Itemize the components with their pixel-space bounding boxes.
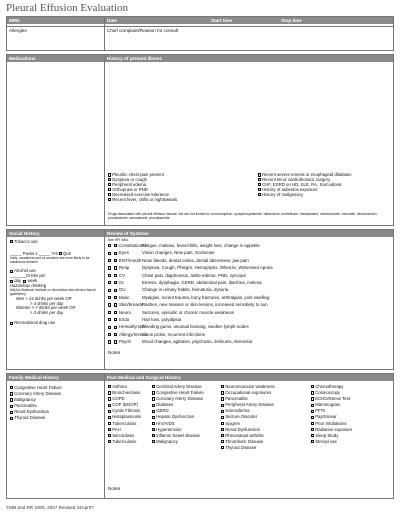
see-hpi-checkbox[interactable] <box>108 266 111 269</box>
ros-system: Eyes <box>119 250 129 256</box>
ros-description: Sinus probs, recurrent infections <box>142 331 205 337</box>
ros-description: Change in urinary habits, hematuria, dysuria <box>142 287 229 293</box>
allergies-cell[interactable] <box>6 26 105 51</box>
pmh-item[interactable]: ECHO/Stress Test <box>311 396 352 402</box>
ros-row[interactable] <box>108 338 252 345</box>
pmh-item[interactable]: Congestive Heart Failure <box>152 390 204 396</box>
see-hpi-checkbox[interactable] <box>108 274 111 277</box>
ros-row[interactable] <box>108 242 260 249</box>
pmh-item[interactable]: COPD <box>108 396 141 402</box>
pmh-item[interactable]: Malignancy <box>152 439 204 445</box>
pmh-item[interactable]: Rheumatoid arthritis <box>221 433 275 439</box>
wnl-checkbox[interactable] <box>114 311 117 314</box>
men-limit: Men > 14 drinks per week OR <box>16 295 72 301</box>
ros-system: Psych <box>119 339 131 345</box>
pmh-item[interactable]: GERD <box>152 408 204 414</box>
wnl-checkbox[interactable] <box>114 274 117 277</box>
pmh-item[interactable]: Steroid use <box>311 439 352 445</box>
alcohol-use[interactable]: Alcohol use <box>10 269 104 274</box>
women-limit-2: > 3 drinks per day <box>30 310 64 316</box>
ros-row[interactable] <box>108 331 205 338</box>
ros-notes-label: Notes <box>108 350 121 355</box>
hpi-item[interactable]: Peripheral edema <box>108 183 177 188</box>
ros-description: Nose bleeds, dental caries, dental abscesses, jaw pain <box>142 257 249 263</box>
ros-row[interactable] <box>108 279 262 286</box>
stop-time-label: Stop time <box>281 18 302 23</box>
hpi-item[interactable]: Dyspnea or cough <box>108 178 177 183</box>
ros-row[interactable] <box>108 301 268 308</box>
chief-complaint-label: Chief complaint/Reason for consult <box>107 28 179 33</box>
ros-description: Emesis, dysphagia, GERD, abdominal pain, diarrhea, melena <box>142 280 262 285</box>
hpi-item[interactable]: Recent severe emesis or esophageal dilatation <box>258 173 352 178</box>
hpi-item[interactable]: Decreased exercise tolerance <box>108 193 177 198</box>
ros-row[interactable] <box>108 249 214 256</box>
ros-description: Hair loss, polydipsia <box>142 317 182 322</box>
pmh-item[interactable]: Scleroderma <box>221 408 275 414</box>
wnl-checkbox[interactable] <box>114 266 117 269</box>
ros-row[interactable] <box>108 257 249 264</box>
wnl-checkbox[interactable] <box>114 333 117 336</box>
see-hpi-checkbox[interactable] <box>108 333 111 336</box>
pmh-item[interactable]: Seizure Disorder <box>221 414 275 420</box>
pmh-item[interactable]: HIV/AIDS <box>152 421 204 427</box>
see-hpi-checkbox[interactable] <box>108 296 111 299</box>
social-header: Social History <box>7 230 104 237</box>
family-header: Family Medical History <box>7 374 104 381</box>
ros-system: Neuro <box>119 309 131 315</box>
pmh-item[interactable]: PFTs <box>311 408 352 414</box>
tobacco-use[interactable]: Tobacco use <box>10 240 104 245</box>
see-hpi-checkbox[interactable] <box>108 289 111 292</box>
pmh-item[interactable]: Cerebral Artery Disease <box>152 384 204 390</box>
ros-row[interactable] <box>108 294 269 301</box>
ros-row[interactable] <box>108 323 249 330</box>
pmh-cell <box>104 373 394 499</box>
ros-system: Hemat/lymph <box>119 324 145 330</box>
ros-row[interactable] <box>108 316 181 323</box>
see-hpi-checkbox[interactable] <box>108 259 111 262</box>
ros-legend: See HPI WNL <box>108 238 129 242</box>
ros-row[interactable] <box>108 264 273 271</box>
start-time-label: Start time <box>211 18 233 23</box>
pmh-item[interactable]: Tuberculosis <box>108 439 141 445</box>
wnl-checkbox[interactable] <box>114 303 117 306</box>
pmh-item[interactable]: Occupational exposures <box>221 390 275 396</box>
ros-system: Musc <box>119 294 130 300</box>
date-header <box>105 17 393 24</box>
pmh-item[interactable]: Diabetes <box>152 402 204 408</box>
pmh-item[interactable]: Pap/Smear <box>311 414 352 420</box>
ros-system: GU <box>119 287 126 293</box>
family-item[interactable]: Thyroid Disease <box>10 415 62 421</box>
wnl-checkbox[interactable] <box>114 296 117 299</box>
see-hpi-checkbox[interactable] <box>108 244 111 247</box>
hpi-item[interactable]: Recent MI or cardiothoracic surgery <box>258 178 352 183</box>
pmh-item[interactable]: Renal Dysfunction <box>221 427 275 433</box>
ros-description: Dyspnea, Cough, Phlegm, Hemoptysis, Wheeze, Witnessed Apnea <box>142 265 273 271</box>
pmh-item[interactable]: Pancreatitis <box>221 396 275 402</box>
see-hpi-checkbox[interactable] <box>108 311 111 314</box>
pmh-item[interactable]: Histoplasmosis <box>108 414 141 420</box>
see-hpi-checkbox[interactable] <box>108 281 111 284</box>
pmh-col-4 <box>311 384 352 445</box>
mrn-header: MRN <box>7 17 104 24</box>
ros-system: Skin/breasts <box>119 302 144 308</box>
wnl-checkbox[interactable] <box>114 281 117 284</box>
pmh-item[interactable]: Radiation exposure <box>311 427 352 433</box>
social-history-cell <box>6 229 105 370</box>
pmh-item[interactable]: Asthma <box>108 384 141 390</box>
hpi-item[interactable]: CHF, ESRD on HD, SLE, RA, Sarcoidosis <box>258 183 352 188</box>
hpi-item[interactable]: Recent fever, chills or nightsweats <box>108 198 177 203</box>
ros-cell <box>104 229 394 370</box>
family-list <box>10 385 62 422</box>
wnl-checkbox[interactable] <box>114 252 117 255</box>
form-title: Pleural Effusion Evaluation <box>6 2 128 14</box>
allergies-label: Allergies <box>9 28 27 33</box>
pmh-item[interactable]: Hypertension <box>152 427 204 433</box>
ros-system: ENT/mouth <box>119 257 142 263</box>
pmh-item[interactable]: Neuromuscular weakness <box>221 384 275 390</box>
see-hpi-checkbox[interactable] <box>108 252 111 255</box>
men-limit-2: > 4 drinks per day <box>30 300 64 306</box>
pmh-item[interactable]: Sleep Study <box>311 433 352 439</box>
wnl-checkbox[interactable] <box>114 326 117 329</box>
pmh-item[interactable]: Peripheral Artery Disease <box>221 402 275 408</box>
ros-system: GI <box>119 280 124 285</box>
date-label: Date <box>107 18 117 23</box>
ros-description: Bleeding gums, unusual bruising, swollen lymph nodes <box>142 324 249 330</box>
ros-description: Fatigue, malaise, fever/chills, weight loss, change in appetite <box>142 243 260 248</box>
pmh-col-3 <box>221 384 275 451</box>
wnl-checkbox[interactable] <box>114 259 117 262</box>
ros-row[interactable] <box>108 309 234 316</box>
pmh-item[interactable]: Sarcoidosis <box>108 433 141 439</box>
pmh-item[interactable]: Cystic Fibrosis <box>108 408 141 414</box>
pmh-item[interactable]: Colonoscopy <box>311 390 352 396</box>
see-hpi-checkbox[interactable] <box>108 318 111 321</box>
ros-header: Review of Systems <box>105 230 393 237</box>
drink-frequency[interactable]: day week <box>10 279 104 284</box>
family-item[interactable]: Pancreatitis <box>10 403 62 409</box>
hpi-cell[interactable] <box>104 54 394 226</box>
hpi-right-list <box>258 173 352 198</box>
hpi-header: History of present illness <box>105 55 393 62</box>
family-item[interactable]: Congestive Heart Failure <box>10 385 62 391</box>
pmh-item[interactable]: Tuberculosis <box>108 421 141 427</box>
pmh-item[interactable]: Thrombotic Disease <box>221 439 275 445</box>
ros-description: Chest pain, diaphoresis, ankle edema, PND, syncope <box>142 272 246 278</box>
pmh-item[interactable]: Mammogram <box>311 402 352 408</box>
hpi-item[interactable]: Pleuritic chest pain present <box>108 173 177 178</box>
ros-description: Rashes, new masses or skin lesions, increased sensitivity to sun <box>142 302 268 308</box>
pmh-item[interactable]: PAH <box>108 427 141 433</box>
see-hpi-checkbox[interactable] <box>108 340 111 343</box>
pmh-item[interactable]: Coronary Artery Disease <box>152 396 204 402</box>
drinks-per[interactable]: _______Drinks per <box>10 273 46 279</box>
packs-years[interactable]: _____ Packs x _____ Yrs Quit <box>10 250 71 256</box>
ros-system: CV <box>119 272 126 278</box>
family-item[interactable]: Coronary Artery Disease <box>10 391 62 397</box>
pmh-notes-label: Notes <box>108 486 121 491</box>
recreational-drug-use[interactable]: Recreational drug use <box>10 321 104 326</box>
pmh-item[interactable]: COP (BOOP) <box>108 402 141 408</box>
pmh-item[interactable]: Hepatic Dysfunction <box>152 414 204 420</box>
medications-header: Medications <box>7 55 104 62</box>
social-content <box>10 240 104 326</box>
pmh-col-2 <box>152 384 204 445</box>
pmh-col-1 <box>108 384 141 445</box>
ros-description: Vision changes, New pain, Scotomas <box>142 250 215 256</box>
pmh-item[interactable]: Bronchiectasis <box>108 390 141 396</box>
ros-description: Seizures, episodic or chronic muscle weakness <box>142 309 234 315</box>
hpi-left-list <box>108 173 177 202</box>
chief-complaint-cell[interactable] <box>104 26 394 51</box>
hpi-item[interactable]: Orthopnea or PND <box>108 188 177 193</box>
women-limit: Women > 7 drinks per week OR <box>16 305 76 311</box>
ros-system: Allergy/Immun <box>119 331 148 337</box>
pmh-item[interactable]: Inflamm bowel disease <box>152 433 204 439</box>
pmh-item[interactable]: Prior Intubations <box>311 421 352 427</box>
ros-row[interactable] <box>108 286 228 293</box>
hpi-item[interactable]: History of asbestos exposure <box>258 188 352 193</box>
pmh-item[interactable]: Thyroid Disease <box>221 445 275 451</box>
ros-row[interactable] <box>108 272 246 279</box>
ros-description: Mood changes, agitation, psychosis, deliriums, dementia <box>142 339 253 345</box>
ros-system: Constitutional <box>119 243 146 248</box>
hazardous-title: Hazardous drinking <box>10 283 47 289</box>
wnl-checkbox[interactable] <box>114 340 117 343</box>
niaaa-source: NIAAA (National Institute on Alcoholism and Alcohol Abuse guidelines) <box>10 288 96 296</box>
footer: ©MB and RR 2006, 2007 Revised 24Apr07 <box>6 505 94 510</box>
family-item[interactable]: Renal Dysfunction <box>10 409 62 415</box>
wnl-checkbox[interactable] <box>114 244 117 247</box>
see-hpi-checkbox[interactable] <box>108 303 111 306</box>
wnl-checkbox[interactable] <box>114 289 117 292</box>
medications-cell[interactable] <box>6 54 105 226</box>
pmh-item[interactable]: Chemotherapy <box>311 384 352 390</box>
family-item[interactable]: Malignancy <box>10 397 62 403</box>
tobacco-note: Daily, occasional and ex-smokers are more likely to be hazardous drinkers <box>10 255 90 264</box>
family-history-cell <box>6 373 105 499</box>
ros-system: Endo <box>119 317 130 322</box>
pmh-header: Past Medical and Surgical History <box>105 374 393 381</box>
wnl-checkbox[interactable] <box>114 318 117 321</box>
drug-note: Drugs associated with pleural effusion include, but are not limited to: bromocriptine, cyclophosphamide, dantrolene, isotretinoin, mesalamine, methotrexate, minoxidil, nitrofurantoin, procarbazine, amiodarone, procainamide <box>108 212 378 221</box>
ros-system: Resp <box>119 265 130 271</box>
pmh-item[interactable]: Sjogren <box>221 421 275 427</box>
see-hpi-checkbox[interactable] <box>108 326 111 329</box>
hpi-item[interactable]: History of malignancy <box>258 193 352 198</box>
ros-description: Myalgias, recent trauma, bony fractures, arthralgias, joint swelling <box>142 294 270 300</box>
